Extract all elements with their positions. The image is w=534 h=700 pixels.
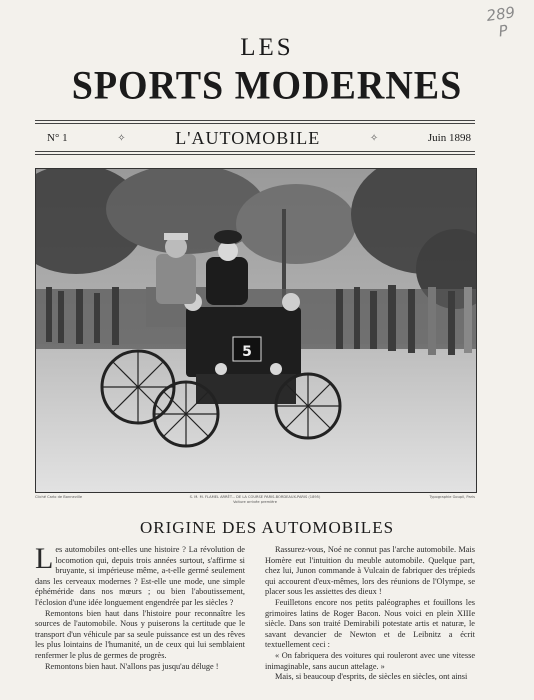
paragraph: Mais, si beaucoup d'esprits, de siècles en siècles, ont ainsi (275, 672, 468, 682)
article-column-right (265, 545, 475, 695)
drop-cap: L (35, 545, 54, 575)
printer-credit: Typographie Goupil, Paris (429, 495, 475, 499)
paragraph: Rassurez-vous, Noé ne connut pas l'arche automobile. Mais Homère eut l'intuition du meuble automobile. Quelque part, chez lui, Junon commande à Vulcain de fabriquer des trépieds qui accourent d'eux-mêmes, lors des réunions de l'Olympe, se placer sous les assiettes des dieux ! (265, 545, 475, 597)
masthead-title: SPORTS MODERNES (71, 63, 463, 109)
issue-date: Juin 1898 (427, 132, 471, 144)
bottom-rule-inner (35, 154, 475, 155)
photo-credits (35, 494, 475, 508)
margin-note-letter: P (497, 21, 509, 41)
caption-line: Voiture arrivée première (233, 500, 277, 504)
issue-number: N° 1 (47, 132, 68, 144)
paragraph: Remontons bien haut. N'allons pas jusqu'au déluge ! (45, 661, 219, 671)
issue-line (35, 128, 475, 148)
article-title: ORIGINE DES AUTOMOBILES (139, 518, 395, 537)
article-column-left (35, 545, 245, 695)
race-photograph (35, 168, 477, 493)
masthead-les: LES (240, 34, 294, 61)
top-rule (35, 120, 475, 121)
paragraph: Remontons bien haut dans l'histoire pour reconnaître les sources de l'automobile. Nous y puiserons la certitude que le transport d'un véhicule par sa seule puissance est un des rêves les plus lointains de l'humanité, un de ceux qui lui semblaient renfermer le plus de germes de progrès. (35, 608, 245, 660)
photo-credit: Cliché Carlo de Bonneville (35, 495, 83, 499)
paragraph: « On fabriquera des voitures qui rouleront avec une vitesse inimaginable, sans aucun attelage. » (265, 650, 475, 671)
section-title: L'AUTOMOBILE (175, 127, 321, 148)
ornament-icon: ✧ (369, 132, 379, 144)
top-rule-inner (35, 123, 475, 124)
photo-illustration (36, 169, 476, 492)
caption-line: S. M. M. FLAMEL ARRÊT... DE LA COURSE PARIS-BORDEAUX-PARIS (1895) (189, 495, 321, 499)
photo-caption (145, 495, 365, 505)
bottom-rule (35, 151, 475, 152)
paragraph: es automobiles ont-elles une histoire ? La révolution de locomotion qui, depuis trois années surtout, s'affirme si bruyante, si impérieuse même, a-t-elle germé seulement dans les cerveaux modernes ? Est-elle une mode, une simple éphéméride dans nos mœurs ; ou bien l'aboutissement, l'éclosion d'une idée longuement engendrée par les siècles ? (35, 545, 245, 607)
car-number: 5 (242, 344, 252, 360)
margin-note-number: 289 (485, 3, 517, 25)
ornament-icon: ✧ (117, 132, 126, 144)
paragraph: Feuilletons encore nos petits paléographes et fouillons les grimoires latins de Roger Bacon. Nous voici en plein XIIIe siècle. Dans son traité Demirabili potestate artis et naturæ, le savant devancier de Newton et de Leibnitz a écrit textuellement ceci : (265, 597, 475, 650)
